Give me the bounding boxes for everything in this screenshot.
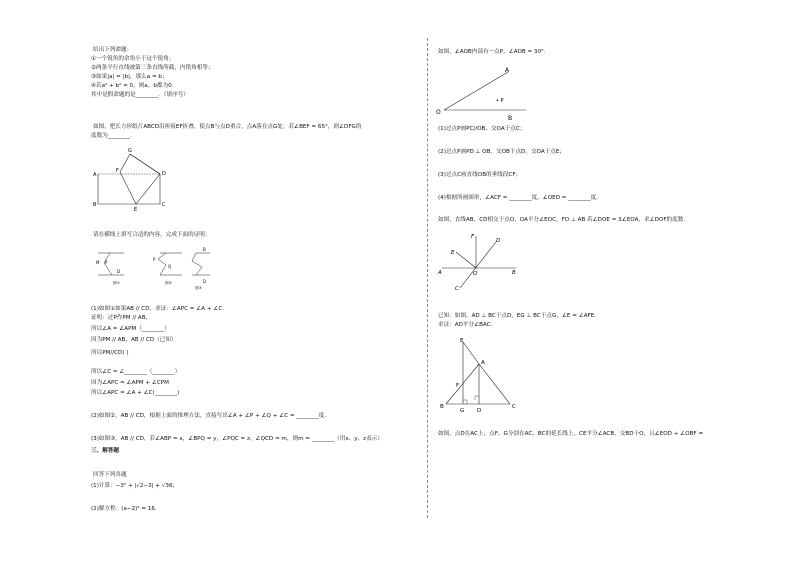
q5-line-3: (3)过点C画直线OB的垂线段CF； bbox=[438, 172, 522, 178]
fig3b-caption: 图② bbox=[165, 281, 172, 285]
fig6-label-o: O bbox=[473, 271, 478, 277]
fig6-label-a: A bbox=[438, 270, 442, 276]
fig7-label-d: D bbox=[477, 408, 482, 414]
q8-text: 如图，点D在AC上，点F、G分别在AC、BC的延长线上，CE平分∠ACB，交BD于O，且∠EOD + ∠OBF = bbox=[438, 431, 704, 437]
q1-item-4: ④若a² + b² = 0，则a、b都为0. bbox=[91, 83, 174, 89]
fig6-label-f: F bbox=[471, 234, 475, 240]
q7-line-2: 求证：AD平分∠BAC. bbox=[438, 322, 493, 328]
fig7-label-g: G bbox=[460, 408, 465, 414]
q3-line-1: (1)如图①如果AB // CD，求证：∠APC = ∠A + ∠C. bbox=[91, 306, 225, 312]
fig5-label-a: A bbox=[505, 67, 510, 74]
q3-line-4: 因为PM // AB，AB // CD（已知） bbox=[91, 337, 177, 343]
q3-part-3: (3)如图③，AB // CD，若∠ABP = x，∠BPQ = y，∠PQC = z，∠QCD = m，则m = ________（用x、y、z表示） bbox=[91, 436, 383, 442]
q5-line-1: (1)过点P画PC//OB，交OA于点C； bbox=[438, 126, 526, 132]
q1-item-2: ②两条平行直线被第三条直线所截，内错角相等； bbox=[91, 65, 214, 71]
fig6-label-c: C bbox=[455, 286, 459, 292]
q3-line-3: 所以∠A = ∠APM（________） bbox=[91, 326, 170, 332]
q1-question: 其中是假命题的是________．（填序号） bbox=[91, 92, 189, 98]
fig6-label-b: B bbox=[512, 270, 516, 276]
q1-item-3: ③如果|a| = |b|，那么a = b； bbox=[91, 74, 168, 80]
fig7-label-c: C bbox=[512, 404, 516, 410]
q3-line-2: 证明：过P作PM // AB， bbox=[91, 315, 152, 321]
fig3a-label-m: M bbox=[96, 260, 100, 265]
column-divider bbox=[427, 38, 428, 518]
q4-title: 回答下列各题 bbox=[93, 472, 127, 478]
fig5-label-p: • P bbox=[496, 98, 504, 104]
fig5-label-o: O bbox=[436, 109, 441, 116]
q5-line-4: (4)根据所画图形，∠ACF = ________度，∠OED = ________度. bbox=[438, 195, 599, 201]
parallel-lines-figures bbox=[92, 245, 212, 290]
fig7-label-f: F bbox=[456, 383, 460, 389]
intersecting-lines-figure bbox=[436, 230, 526, 296]
q4-part-2: (2)解方程：(a−2)² = 16. bbox=[91, 506, 157, 512]
triangle-figure bbox=[436, 334, 521, 414]
fig3a-label-d: D bbox=[117, 269, 121, 274]
fig3b-label-p: P bbox=[153, 257, 156, 262]
fig7-label-e: E bbox=[460, 338, 464, 344]
q3-line-5: 所以PM//CD( ) bbox=[91, 350, 129, 356]
fig3a-caption: 图① bbox=[113, 281, 120, 285]
q3-part-2: (2)如图②，AB // CD，根据上面的推理方法，直接写出∠A + ∠P + ∠Q + ∠C = ________度. bbox=[91, 413, 327, 419]
section-3-heading: 三、解答题 bbox=[91, 448, 119, 454]
fig3c-caption: 图③ bbox=[195, 286, 202, 290]
q4-part-1: (1)计算：−3² + |√2−3| + √36； bbox=[91, 483, 179, 489]
q5-intro: 如图，∠AOB内部有一点P，∠AOB = 30°. bbox=[438, 49, 546, 55]
q1-title: 给出下列命题： bbox=[93, 47, 133, 53]
fig7-label-b: B bbox=[440, 404, 444, 410]
q2-line-2: 度数为________. bbox=[91, 133, 132, 139]
fig2-label-d: D bbox=[162, 171, 166, 177]
fig6-label-e: E bbox=[451, 250, 455, 256]
fig3c-label-d: D bbox=[203, 279, 207, 284]
fig3b-label-q: Q bbox=[168, 264, 172, 269]
fig3a-label-p: P bbox=[105, 260, 108, 265]
q5-line-2: (2)过点P画PD ⊥ OB，交OB于点D，交OA于点E； bbox=[438, 149, 565, 155]
angle-aob-figure bbox=[434, 60, 534, 122]
q6-text: 如图，直线AB、CD相交于点O，OA平分∠EOC，FO ⊥ AB 若∠DOE = 3∠EOA，求∠DOF的度数. bbox=[438, 217, 686, 223]
q3-line-8: 所以∠APC = ∠A + ∠C(________) bbox=[91, 390, 180, 396]
fig2-label-a: A bbox=[93, 172, 97, 178]
q3-line-6: 所以∠C = ∠________（________） bbox=[91, 369, 181, 375]
fig2-label-e: E bbox=[134, 207, 138, 212]
fig3c-label-b: B bbox=[203, 247, 206, 252]
q3-line-7: 因为∠APC = ∠APM + ∠CPM bbox=[91, 380, 169, 386]
fig2-label-g: G bbox=[128, 148, 132, 154]
fig7-label-a: A bbox=[481, 360, 485, 366]
folded-rectangle-figure bbox=[90, 142, 170, 212]
fig2-label-b: B bbox=[93, 202, 97, 208]
q7-line-1: 已知：如图，AD ⊥ BC于点D，EG ⊥ BC于点G，∠E = ∠AFE. bbox=[438, 313, 597, 319]
q1-item-1: ①一个锐角的余角小于这个锐角； bbox=[91, 56, 175, 62]
fig5-label-b: B bbox=[508, 115, 513, 122]
q2-line-1: 如图，把长方形纸片ABCD沿折痕EF折叠，使点B与点D重合，点A落在点G处，若∠BEF = 65°，则∠DFG的 bbox=[93, 124, 362, 130]
fig2-label-c: C bbox=[162, 202, 166, 208]
q3-intro: 请在横线上填写合适的内容，完成下面的证明： bbox=[93, 232, 211, 238]
fig2-label-f: F bbox=[116, 168, 119, 174]
fig6-label-d: D bbox=[496, 238, 501, 244]
